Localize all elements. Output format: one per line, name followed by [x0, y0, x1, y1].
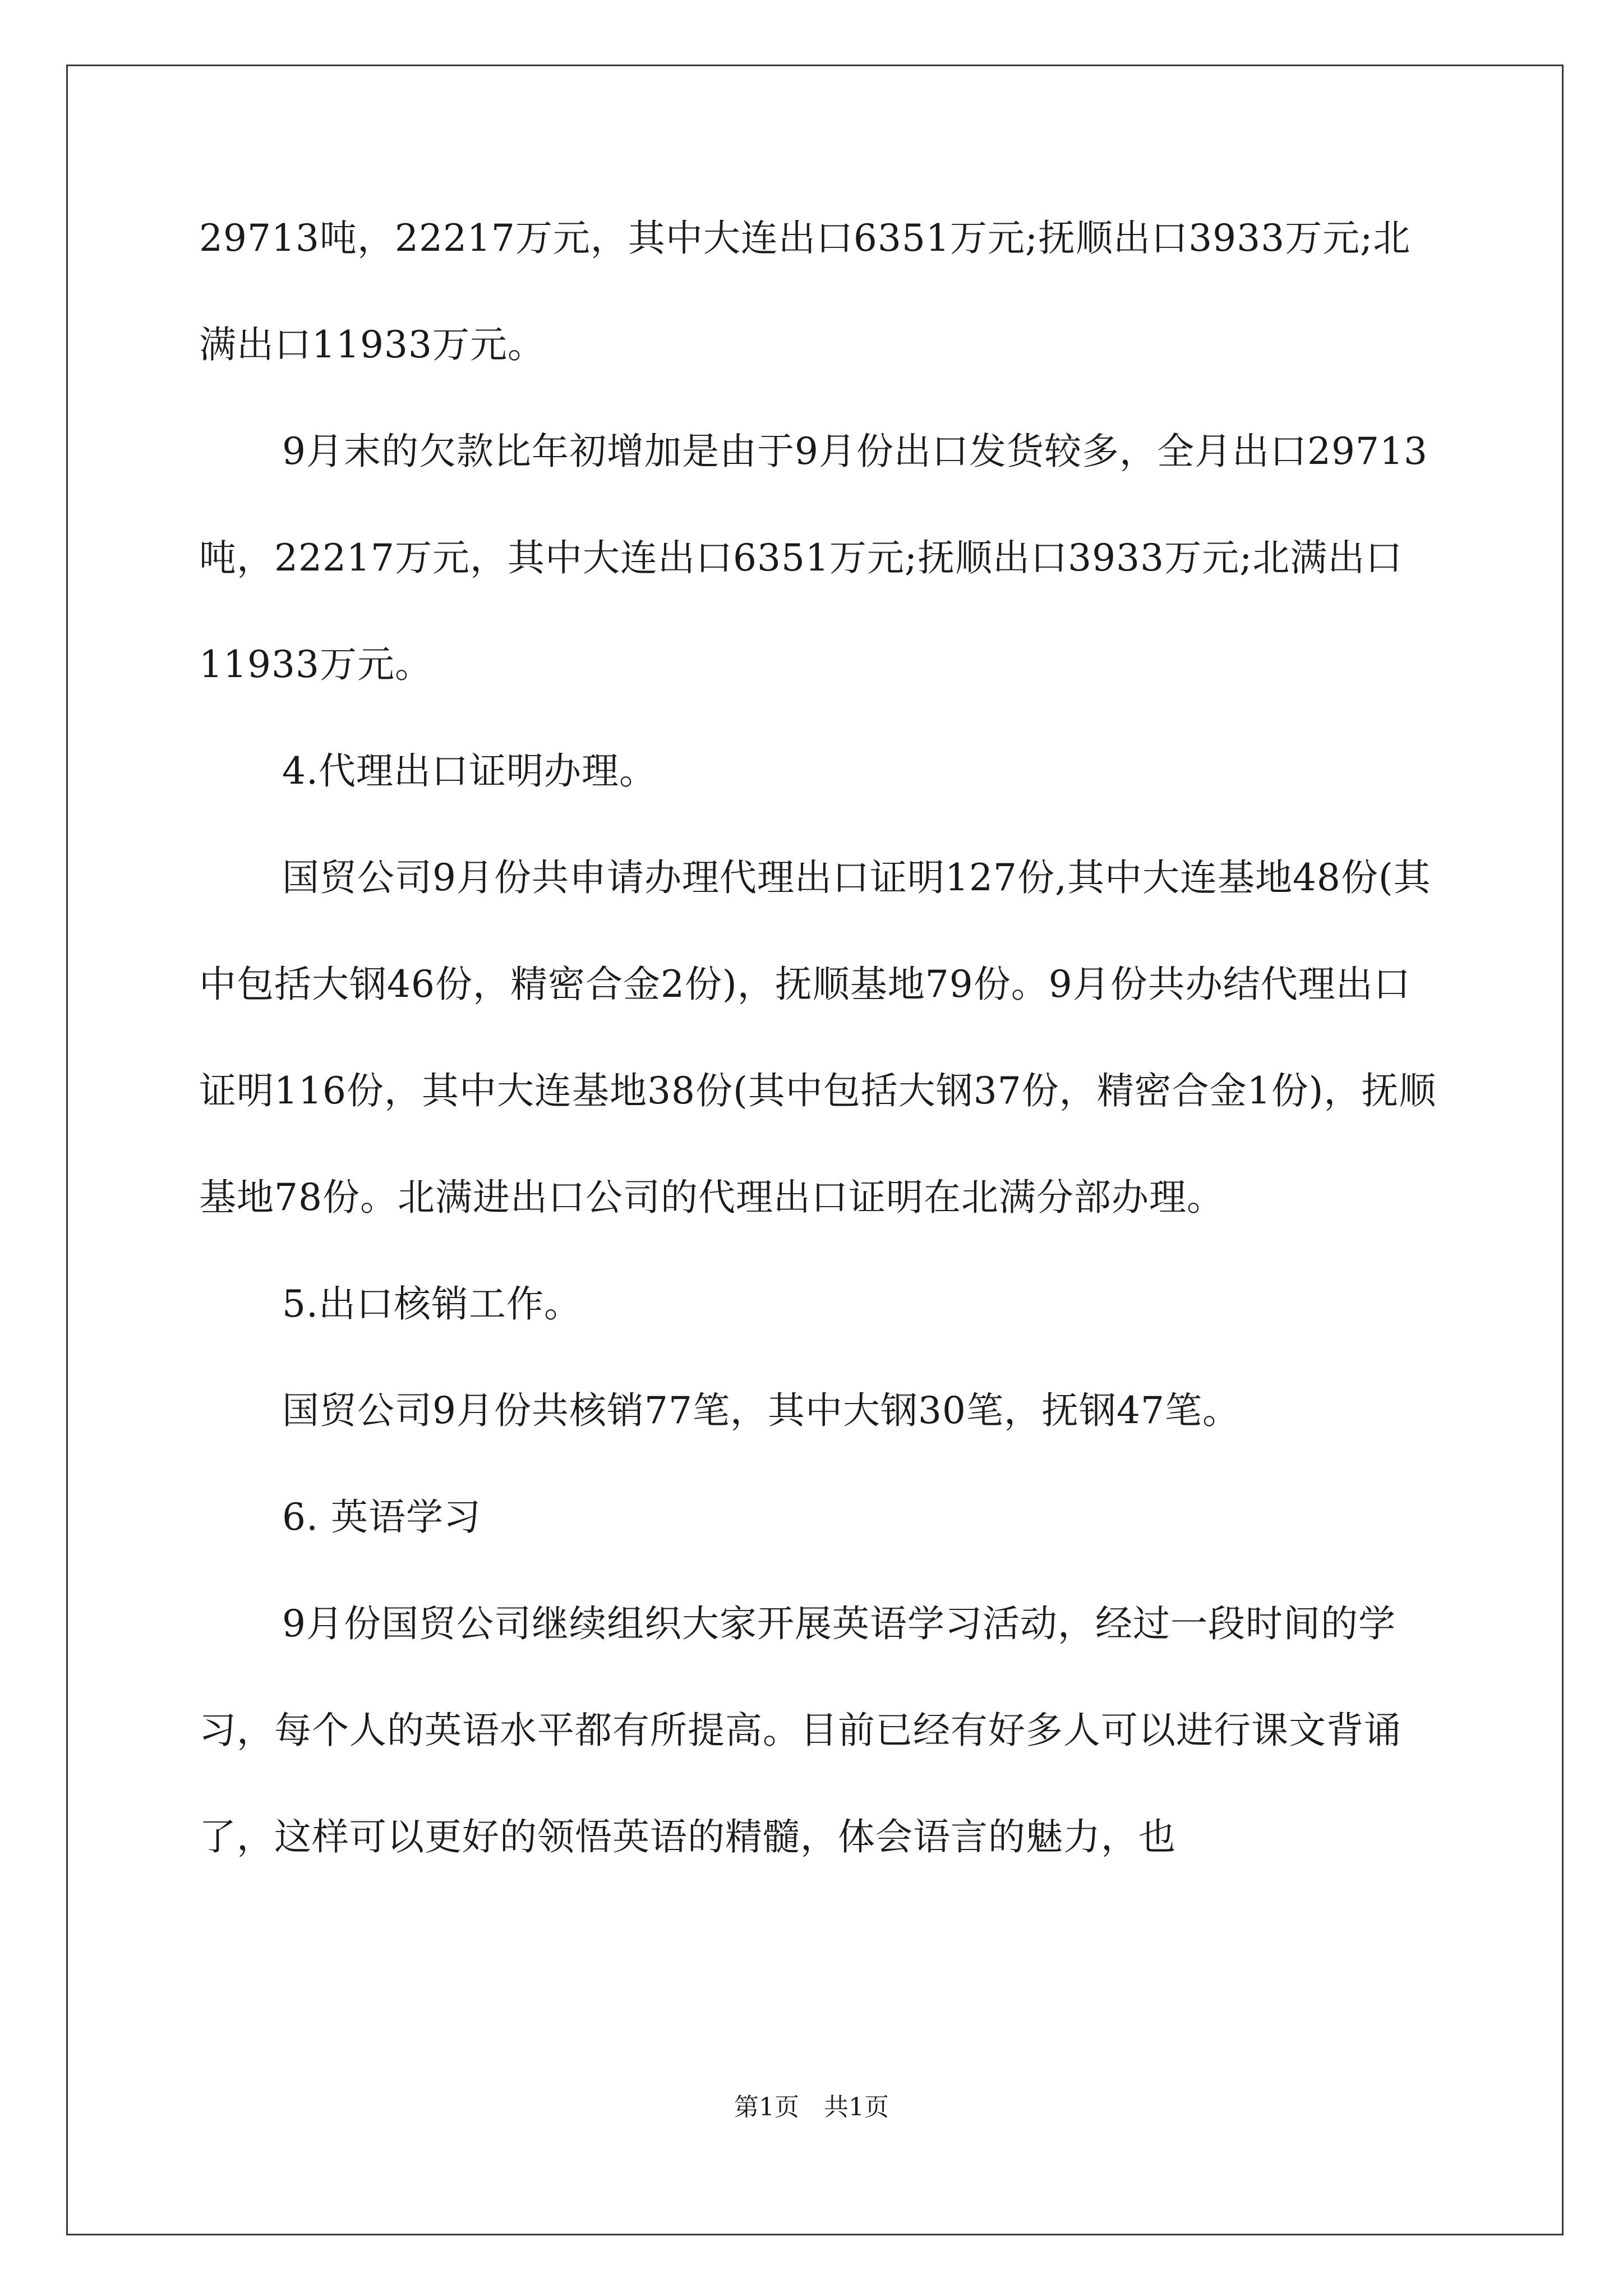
- paragraph-1: 29713吨，22217万元，其中大连出口6351万元;抚顺出口3933万元;北满出口11933万元。: [199, 217, 1411, 366]
- paragraph-3-heading: 4.代理出口证明办理。: [282, 749, 657, 793]
- paragraph-6: 国贸公司9月份共核销77笔，其中大钢30笔，抚钢47笔。: [282, 1389, 1240, 1432]
- paragraph-4: 国贸公司9月份共申请办理代理出口证明127份,其中大连基地48份(其中包括大钢46份，精密合金2份)，抚顺基地79份。9月份共办结代理出口证明116份，其中大连基地38份(其中包括大钢37份，精密合金1份)，抚顺基地78份。北满进出口公司的代理出口证明在北满分部办理。: [199, 856, 1437, 1219]
- paragraph-2: 9月末的欠款比年初增加是由于9月份出口发货较多，全月出口29713吨，22217万元，其中大连出口6351万元;抚顺出口3933万元;北满出口11933万元。: [199, 430, 1428, 686]
- document-body: [199, 185, 1438, 1890]
- paragraph-5-heading: 5.出口核销工作。: [282, 1282, 582, 1326]
- paragraph-7-heading: 6. 英语学习: [282, 1496, 481, 1539]
- paragraph-8: 9月份国贸公司继续组织大家开展英语学习活动，经过一段时间的学习，每个人的英语水平都有所提高。目前已经有好多人可以进行课文背诵了，这样可以更好的领悟英语的精髓，体会语言的魅力，也: [199, 1602, 1401, 1858]
- page-footer: 第1页 共1页: [734, 2093, 889, 2122]
